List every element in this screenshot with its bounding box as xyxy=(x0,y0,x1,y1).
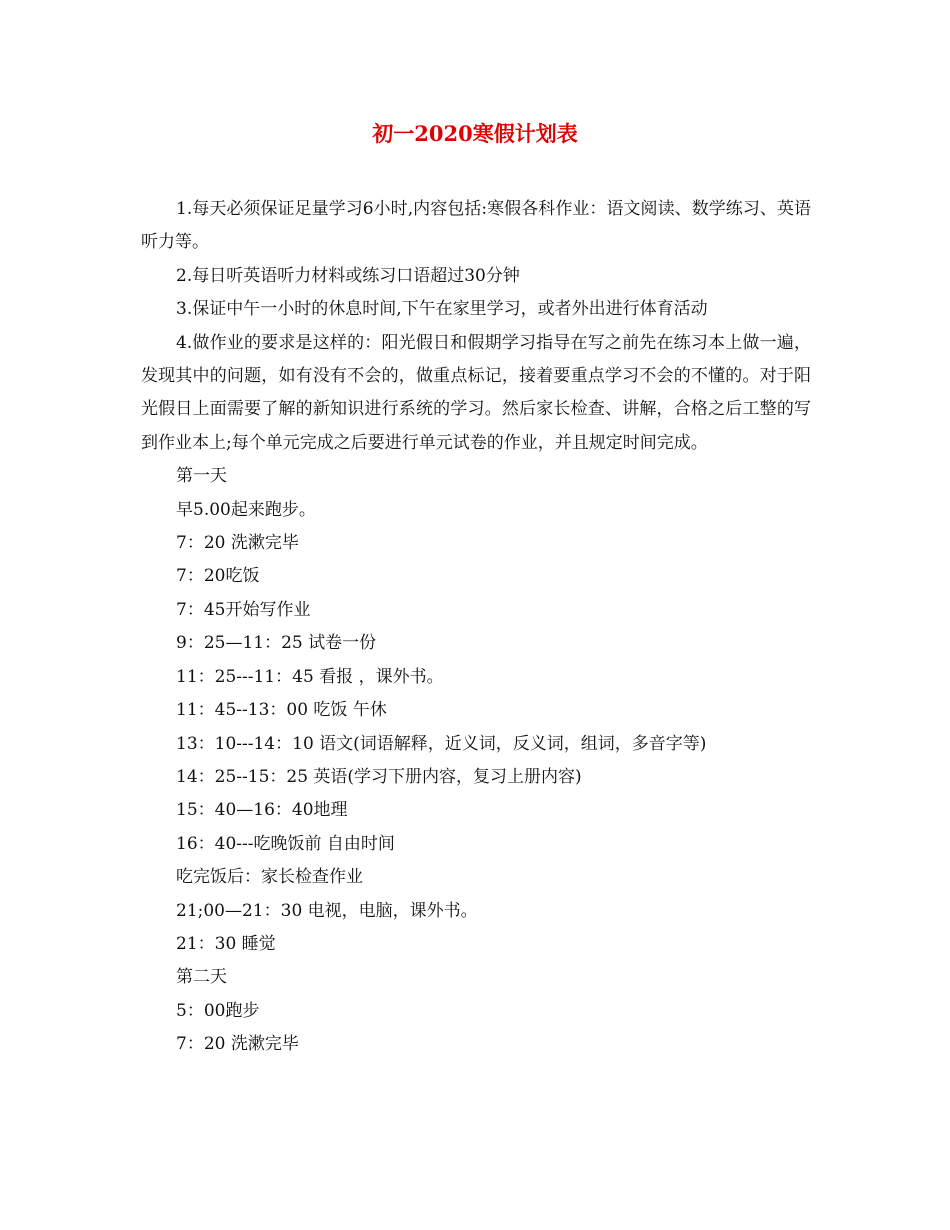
document-title: 初一2020寒假计划表 xyxy=(372,121,578,146)
schedule-line: 9：25—11：25 试卷一份 xyxy=(176,633,377,654)
schedule-line: 11：45--13：00 吃饭 午休 xyxy=(176,700,387,721)
paragraph-rule-2: 2.每日听英语听力材料或练习口语超过30分钟 xyxy=(176,265,520,286)
schedule-line: 7：20 洗漱完毕 xyxy=(176,1034,299,1055)
schedule-line: 21：30 睡觉 xyxy=(176,933,276,954)
paragraph-rule-3: 3.保证中午一小时的休息时间,下午在家里学习，或者外出进行体育活动 xyxy=(176,299,708,320)
schedule-line: 15：40—16：40地理 xyxy=(176,800,348,821)
schedule-line: 21;00—21：30 电视，电脑，课外书。 xyxy=(176,900,478,921)
day-heading: 第二天 xyxy=(176,967,227,988)
day-heading: 第一天 xyxy=(176,466,227,487)
schedule-line: 13：10---14：10 语文(词语解释，近义词，反义词，组词，多音字等) xyxy=(176,733,707,754)
schedule-line: 早5.00起来跑步。 xyxy=(176,499,316,520)
schedule-line: 11：25---11：45 看报 ，课外书。 xyxy=(176,666,444,687)
paragraph-rule-1: 1.每天必须保证足量学习6小时,内容包括:寒假各科作业：语文阅读、数学练习、英语听力等。 xyxy=(141,199,811,253)
schedule-line: 7：20吃饭 xyxy=(176,566,260,587)
paragraph-rule-4: 4.做作业的要求是这样的：阳光假日和假期学习指导在写之前先在练习本上做一遍，发现其中的问题，如有没有不会的，做重点标记，接着要重点学习不会的不懂的。对于阳光假日上面需要了解的新知识进行系统的学习。然后家长检查、讲解，合格之后工整的写到作业本上;每个单元完成之后要进行单元试卷的作业，并且规定时间完成。 xyxy=(141,332,811,453)
schedule-line: 7：20 洗漱完毕 xyxy=(176,533,299,554)
schedule-line: 7：45开始写作业 xyxy=(176,599,311,620)
schedule-line: 16：40---吃晚饭前 自由时间 xyxy=(176,833,395,854)
schedule-line: 14：25--15：25 英语(学习下册内容，复习上册内容) xyxy=(176,766,582,787)
schedule-line: 5：00跑步 xyxy=(176,1000,260,1021)
document-body xyxy=(141,193,811,1062)
schedule-line: 吃完饭后：家长检查作业 xyxy=(176,867,363,888)
